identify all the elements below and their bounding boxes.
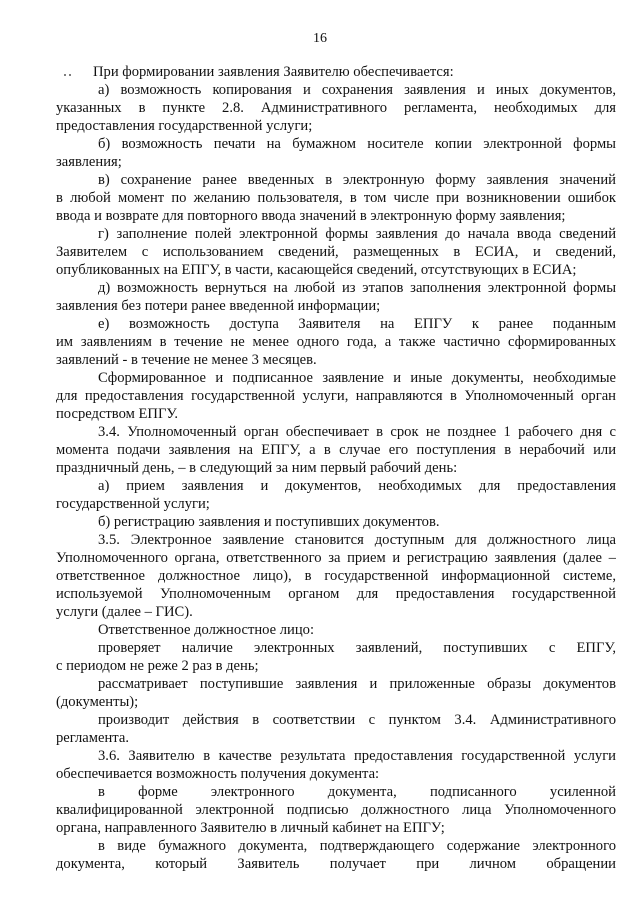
text-line-11: Заявителем с использованием сведений, размещенных в ЕСИА, и сведений, <box>56 244 616 260</box>
text-line-8: в любой момент по желанию пользователя, в том числе при возникновении ошибок <box>56 190 616 206</box>
text-line-32: Ответственное должностное лицо: <box>98 622 314 638</box>
text-line-16: им заявлениям в течение не менее одного года, а также частично сформированных <box>56 334 616 350</box>
text-line-24: а) прием заявления и документов, необходимых для предоставления <box>98 478 616 494</box>
text-line-31: услуги (далее – ГИС). <box>56 604 193 620</box>
text-line-23: праздничный день, – в следующий за ним первый рабочий день: <box>56 460 458 476</box>
scan-speck <box>69 74 71 76</box>
text-line-5: б) возможность печати на бумажном носителе копии электронной формы <box>98 136 616 152</box>
text-line-18: Сформированное и подписанное заявление и иные документы, необходимые <box>98 370 616 386</box>
text-line-21: 3.4. Уполномоченный орган обеспечивает в срок не позднее 1 рабочего дня с <box>98 424 616 440</box>
text-line-37: производит действия в соответствии с пунктом 3.4. Административного <box>98 712 616 728</box>
scan-speck <box>64 74 66 76</box>
text-line-17: заявлений - в течение не менее 3 месяцев. <box>56 352 317 368</box>
text-line-42: квалифицированной электронной подписью должностного лица Уполномоченного <box>56 802 616 818</box>
text-line-1: При формировании заявления Заявителю обеспечивается: <box>93 64 454 80</box>
text-line-39: 3.6. Заявителю в качестве результата предоставления государственной услуги <box>98 748 616 764</box>
text-line-30: используемой Уполномоченным органом для предоставления государственной <box>56 586 616 602</box>
text-line-3: указанных в пункте 2.8. Административного регламента, необходимых для <box>56 100 616 116</box>
text-line-28: Уполномоченного органа, ответственного за прием и регистрацию заявления (далее – <box>56 550 616 566</box>
page-number: 16 <box>313 31 327 46</box>
text-line-25: государственной услуги; <box>56 496 210 512</box>
text-line-33: проверяет наличие электронных заявлений, поступивших с ЕПГУ, <box>98 640 616 656</box>
text-line-36: (документы); <box>56 694 139 710</box>
text-line-7: в) сохранение ранее введенных в электронную форму заявления значений <box>98 172 616 188</box>
text-line-38: регламента. <box>56 730 129 746</box>
text-line-27: 3.5. Электронное заявление становится доступным для должностного лица <box>98 532 616 548</box>
text-line-10: г) заполнение полей электронной формы заявления до начала ввода сведений <box>98 226 616 242</box>
text-line-22: момента подачи заявления на ЕПГУ, а в случае его поступления в нерабочий или <box>56 442 616 458</box>
text-line-6: заявления; <box>56 154 122 170</box>
text-line-43: органа, направленного Заявителю в личный кабинет на ЕПГУ; <box>56 820 445 836</box>
text-line-26: б) регистрацию заявления и поступивших документов. <box>98 514 440 530</box>
text-line-20: посредством ЕПГУ. <box>56 406 178 422</box>
text-line-2: а) возможность копирования и сохранения заявления и иных документов, <box>98 82 616 98</box>
text-line-9: ввода и возврате для повторного ввода значений в электронную форму заявления; <box>56 208 566 224</box>
text-line-19: для предоставления государственной услуги, направляются в Уполномоченный орган <box>56 388 616 404</box>
text-line-15: е) возможность доступа Заявителя на ЕПГУ к ранее поданным <box>98 316 616 332</box>
text-line-14: заявления без потери ранее введенной информации; <box>56 298 381 314</box>
text-line-13: д) возможность вернуться на любой из этапов заполнения электронной формы <box>98 280 616 296</box>
text-line-35: рассматривает поступившие заявления и приложенные образы документов <box>98 676 616 692</box>
text-line-12: опубликованных на ЕПГУ, в части, касающейся сведений, отсутствующих в ЕСИА; <box>56 262 577 278</box>
text-line-4: предоставления государственной услуги; <box>56 118 313 134</box>
text-line-45: документа, который Заявитель получает при личном обращении <box>56 856 616 872</box>
text-line-41: в форме электронного документа, подписанного усиленной <box>98 784 616 800</box>
text-line-40: обеспечивается возможность получения документа: <box>56 766 380 782</box>
text-line-44: в виде бумажного документа, подтверждающего содержание электронного <box>98 838 616 854</box>
text-line-29: ответственное должностное лицо), в государственной информационной системе, <box>56 568 616 584</box>
text-line-34: с периодом не реже 2 раз в день; <box>56 658 259 674</box>
